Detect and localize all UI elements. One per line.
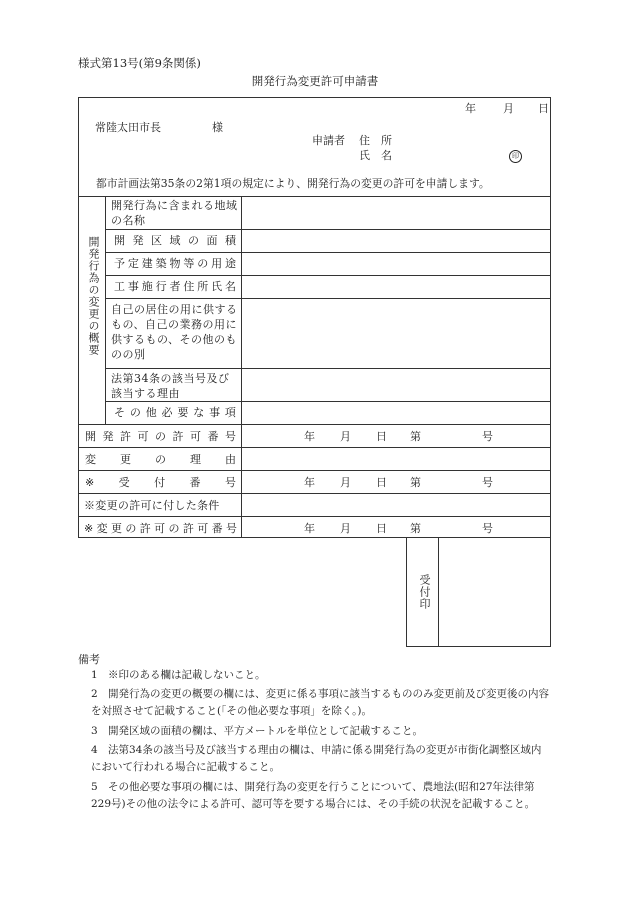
- row-label-other: そ の 他 必 要 な 事 項: [114, 406, 236, 419]
- summary-group-label: 開発行為の変更の概要: [87, 236, 100, 356]
- row-label-permit-number: 開 発 許 可 の 許 可 番 号: [85, 430, 236, 443]
- permit-dai: 第: [410, 430, 421, 443]
- note-1-text: ※印のある欄は記載しないこと。: [108, 669, 266, 681]
- note-1: [91, 667, 551, 684]
- note-4-number: 4: [91, 744, 98, 756]
- row-label-conditions: ※変更の許可に付した条件: [84, 499, 220, 512]
- permit-year: 年: [304, 430, 315, 443]
- applicant-label: 申請者: [312, 134, 345, 147]
- note-5-number: 5: [91, 781, 98, 793]
- application-statement: 都市計画法第35条の2第1項の規定により、開発行為の変更の許可を申請します。: [96, 177, 490, 190]
- conditions-field[interactable]: [242, 494, 550, 516]
- receipt-stamp-label: 受付印: [418, 574, 431, 610]
- month-label: 月: [503, 102, 514, 115]
- permit-go: 号: [482, 430, 493, 443]
- change-permit-year: 年: [304, 522, 315, 535]
- permit-month: 月: [340, 430, 351, 443]
- change-permit-dai: 第: [410, 522, 421, 535]
- address-label: 住 所: [359, 134, 392, 147]
- permit-day: 日: [376, 430, 387, 443]
- row-label-article34: 法第34条の該当号及び該当する理由: [111, 372, 230, 400]
- change-permit-day: 日: [376, 522, 387, 535]
- contractor-field[interactable]: [242, 276, 550, 298]
- row-label-reason: 変 更 の 理 由: [85, 453, 236, 466]
- row-label-building-use: 予 定 建 築 物 等 の 用 途: [114, 257, 236, 270]
- change-permit-month: 月: [340, 522, 351, 535]
- area-size-field[interactable]: [242, 230, 550, 252]
- building-use-field[interactable]: [242, 253, 550, 275]
- article34-field[interactable]: [242, 369, 550, 401]
- receipt-stamp-area: [439, 538, 550, 646]
- receipt-day: 日: [376, 476, 387, 489]
- row-label-change-permit-number: ※ 変 更 の 許 可 の 許 可 番 号: [84, 522, 237, 535]
- year-label: 年: [465, 102, 476, 115]
- note-2-text: 開発行為の変更の概要の欄には、変更に係る事項に該当するもののみ変更前及び変更後の内容を対照させて記載すること(「その他必要な事項」を除く。)。: [91, 688, 549, 717]
- name-label: 氏 名: [359, 149, 392, 162]
- receipt-year: 年: [304, 476, 315, 489]
- note-5: [91, 779, 551, 813]
- note-4-text: 法第34条の該当号及び該当する理由の欄は、申請に係る開発行為の変更が市街化調整区域内において行われる場合に記載すること。: [91, 744, 542, 773]
- note-3-text: 開発区域の面積の欄は、平方メートルを単位として記載すること。: [108, 725, 423, 737]
- note-4: [91, 742, 551, 776]
- note-2-number: 2: [91, 688, 98, 700]
- row-label-area-name: 開発行為に含まれる地域の名称: [111, 199, 238, 227]
- row-label-contractor: 工 事 施 行 者 住 所 氏 名: [114, 280, 236, 293]
- other-field[interactable]: [242, 402, 550, 424]
- page-title: 開発行為変更許可申請書: [251, 74, 379, 88]
- use-category-field[interactable]: [242, 299, 550, 368]
- note-2: [91, 686, 551, 720]
- note-3-number: 3: [91, 725, 98, 737]
- receipt-go: 号: [482, 476, 493, 489]
- day-label: 日: [538, 102, 549, 115]
- honorific: 様: [212, 121, 223, 134]
- notes-title: 備考: [78, 653, 100, 666]
- row-label-area-size: 開 発 区 域 の 面 積: [114, 234, 236, 247]
- reason-field[interactable]: [242, 448, 550, 470]
- addressee: 常陸太田市長: [95, 121, 161, 134]
- row-label-use-category: 自己の居住の用に供するもの、自己の業務の用に供するもの、その他のものの別: [111, 303, 238, 361]
- area-name-field[interactable]: [242, 197, 550, 229]
- note-1-number: 1: [91, 669, 98, 681]
- seal-mark: 印: [509, 150, 522, 163]
- receipt-dai: 第: [410, 476, 421, 489]
- row-label-receipt-number: ※ 受 付 番 号: [85, 476, 236, 489]
- change-permit-go: 号: [482, 522, 493, 535]
- note-5-text: その他必要な事項の欄には、開発行為の変更を行うことについて、農地法(昭和27年法律第229号)その他の法令による許可、認可等を要する場合には、その手続の状況を記載すること。: [91, 781, 536, 810]
- note-3: [91, 723, 551, 740]
- receipt-month: 月: [340, 476, 351, 489]
- form-number: 様式第13号(第9条関係): [78, 56, 201, 70]
